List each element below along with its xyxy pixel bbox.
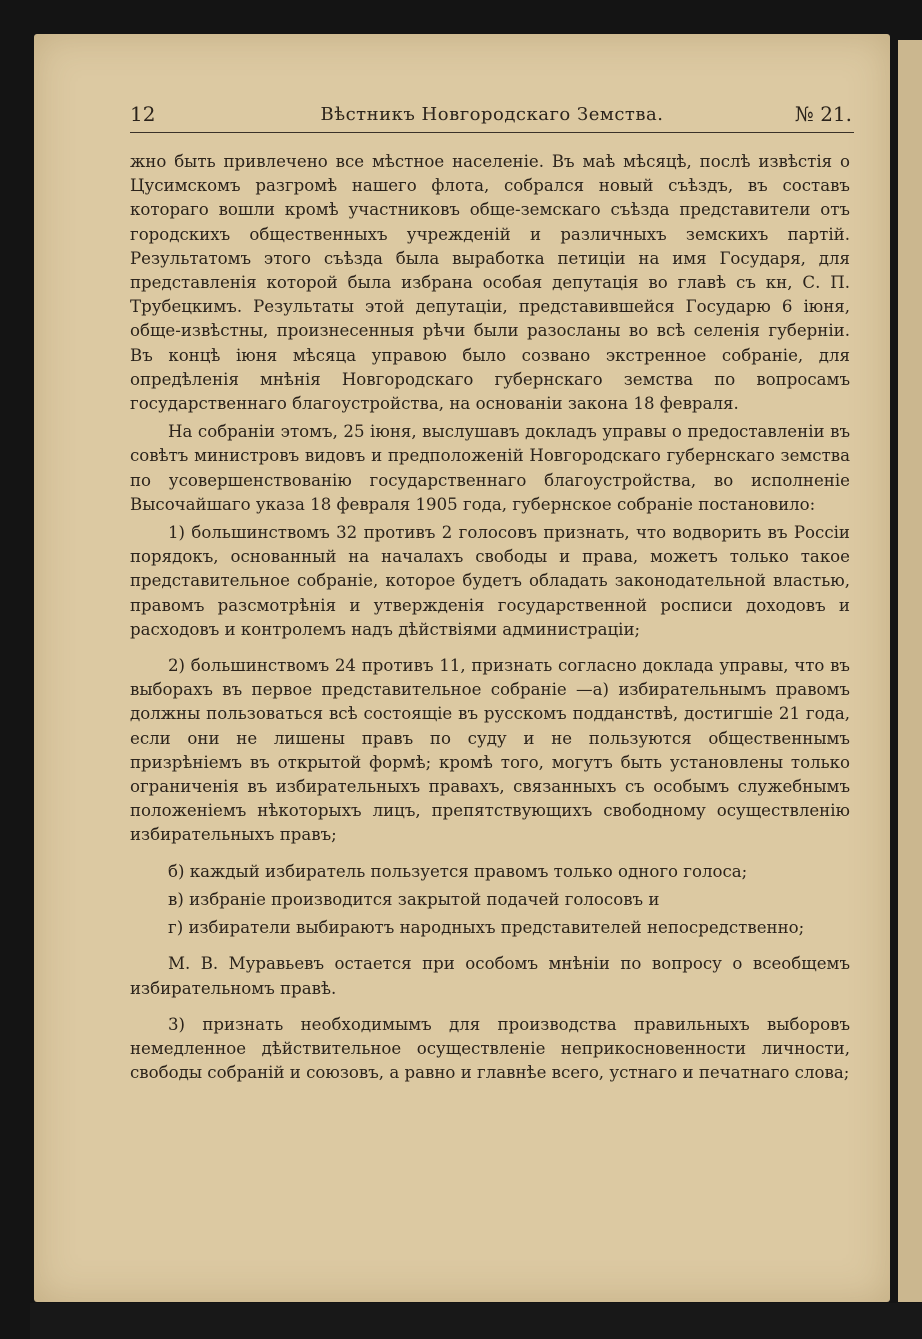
resolution-2b: б) каждый избиратель пользуется правомъ только одного голоса; [168,861,748,881]
issue-number: № 21. [794,102,852,126]
resolution-1: 1) большинствомъ 32 противъ 2 голосовъ признать, что водворить въ Россіи порядокъ, основанный на началахъ свободы и права, можетъ только такое представительное собраніе, которое будетъ обладать законодательной властью, правомъ разсмотрѣнія и утвержденія государственной росписи доходовъ и расходовъ и контролемъ надъ дѣйствіями администраціи; [130,523,850,639]
scan-background [30,1303,922,1339]
article-body [130,150,850,1085]
journal-title: Вѣстникъ Новгородскаго Земства. [320,104,664,125]
dissent-note: М. В. Муравьевъ остается при особомъ мнѣніи по вопросу о всеобщемъ избирательномъ правѣ. [130,954,850,998]
resolution-3: 3) признать необходимымъ для производства правильныхъ выборовъ немедленное дѣйствительное осуществленіе неприкосновенности личности, свободы собраній и союзовъ, а равно и главнѣе всего, устнаго и печатнаго слова; [130,1014,850,1083]
next-page-edge [898,40,922,1302]
paragraph-assembly: На собраніи этомъ, 25 іюня, выслушавъ докладъ управы о предоставленіи въ совѣтъ министровъ видовъ и предположеній Новгородскаго губернскаго земства по усовершенствованію государственнаго благоустройства, во исполненіе Высочайшаго указа 18 февраля 1905 года, губернское собраніе постановило: [130,422,850,514]
resolution-2a: 2) большинствомъ 24 противъ 11, признать согласно доклада управы, что въ выборахъ въ первое представительное собраніе —а) избирательнымъ правомъ должны пользоваться всѣ состоящіе въ русскомъ подданствѣ, достигшіе 21 года, если они не лишены правъ по суду и не пользуются общественнымъ призрѣніемъ въ открытой формѣ; кромѣ того, могутъ быть установлены только ограниченія въ избирательныхъ правахъ, связанныхъ съ особымъ служебнымъ положеніемъ нѣкоторыхъ лицъ, препятствующихъ свободному осуществленію избирательныхъ правъ; [130,656,850,845]
resolution-2g: г) избиратели выбираютъ народныхъ представителей непосредственно; [168,918,805,938]
page-number: 12 [130,102,156,126]
resolution-2v: в) избраніе производится закрытой подачей голосовъ и [168,889,660,909]
running-header [130,100,854,133]
paragraph-continuation: жно быть привлечено все мѣстное населеніе. Въ маѣ мѣсяцѣ, послѣ извѣстія о Цусимскомъ разгромѣ нашего флота, собрался новый съѣздъ, въ составъ котораго вошли кромѣ участниковъ обще-земскаго съѣзда представители отъ городскихъ общественныхъ учрежденій и различныхъ земскихъ партій. Результатомъ этого съѣзда была выработка петиціи на имя Государя, для представленія которой была избрана особая депутація во главѣ съ кн, С. П. Трубецкимъ. Результаты этой депутаціи, представившейся Государю 6 іюня, обще-извѣстны, произнесенныя рѣчи были разосланы во всѣ селенія губерніи. Въ концѣ іюня мѣсяца управою было созвано экстренное собраніе, для опредѣленія мнѣнія Новгородскаго губернскаго земства по вопросамъ государственнаго благоустройства, на основаніи закона 18 февраля. [130,152,850,414]
